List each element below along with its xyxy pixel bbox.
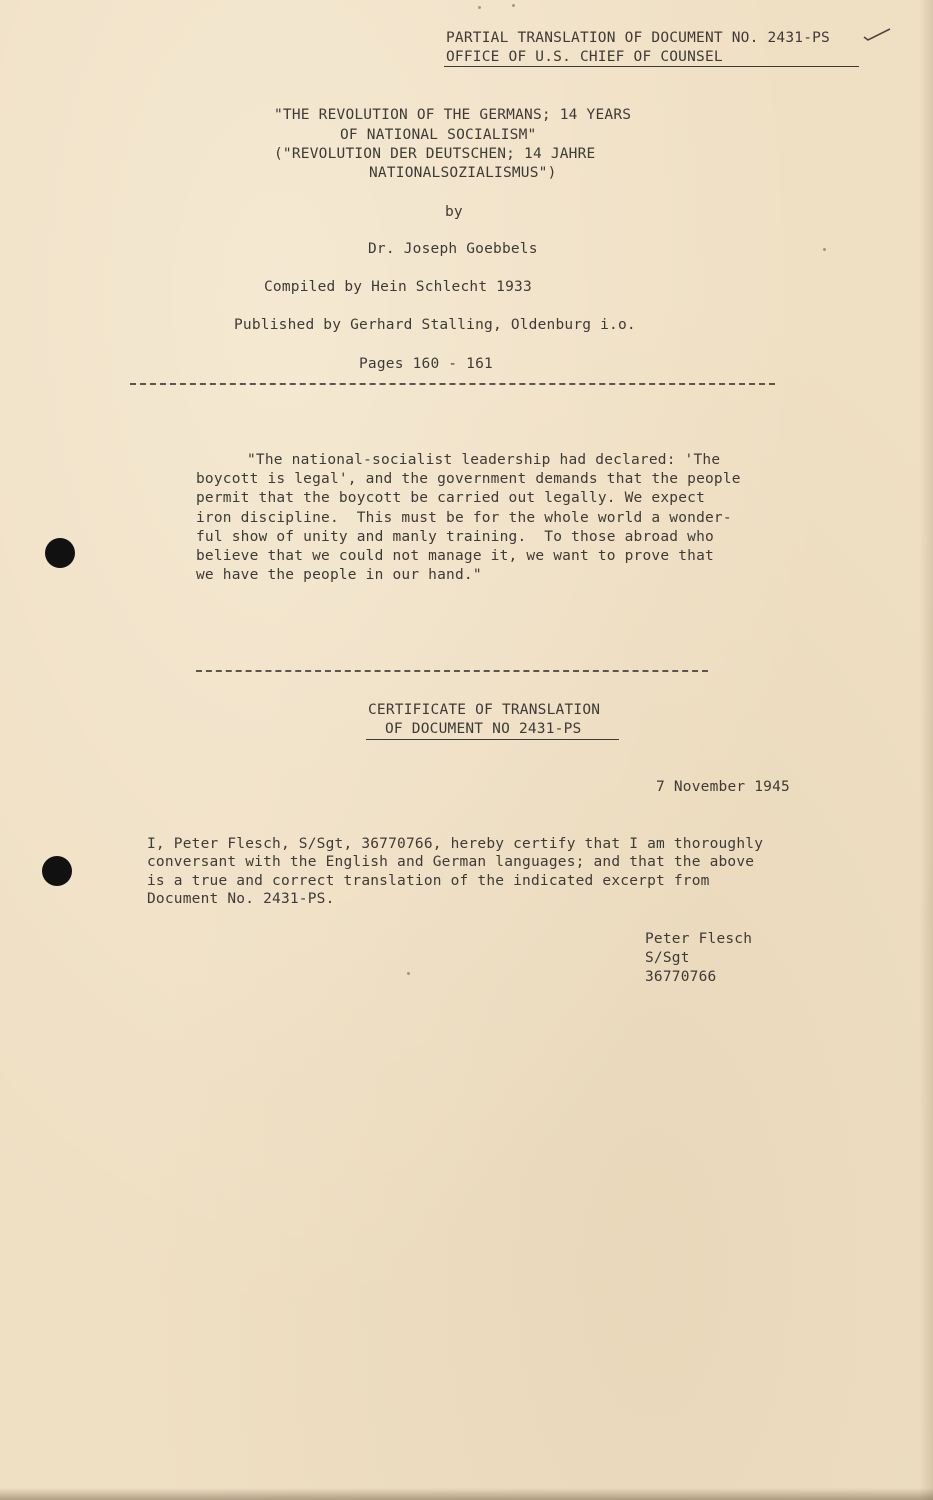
header-line-2: OFFICE OF U.S. CHIEF OF COUNSEL: [446, 49, 723, 65]
title-line-3: ("REVOLUTION DER DEUTSCHEN; 14 JAHRE: [274, 146, 596, 162]
certificate-date: 7 November 1945: [656, 779, 790, 795]
punch-hole-upper: [45, 538, 75, 568]
paper-speck: [823, 248, 826, 251]
byline-pages: Pages 160 - 161: [359, 356, 493, 372]
header-underline: [444, 66, 859, 67]
check-mark-icon: [862, 26, 892, 42]
certificate-line: I, Peter Flesch, S/Sgt, 36770766, hereby certify that I am thoroughly: [147, 836, 764, 852]
signature-rank: S/Sgt: [645, 950, 690, 966]
signature-serial: 36770766: [645, 969, 717, 985]
certificate-heading-2: OF DOCUMENT NO 2431-PS: [385, 721, 582, 737]
punch-hole-lower: [42, 856, 72, 886]
title-line-4: NATIONALSOZIALISMUS"): [369, 165, 557, 181]
certificate-heading-1: CERTIFICATE OF TRANSLATION: [368, 702, 601, 718]
certificate-underline: [366, 739, 619, 740]
signature-name: Peter Flesch: [645, 931, 753, 947]
title-line-2: OF NATIONAL SOCIALISM": [340, 127, 537, 143]
byline-author: Dr. Joseph Goebbels: [368, 241, 538, 257]
quote-line: we have the people in our hand.": [196, 567, 482, 583]
byline-by: by: [445, 204, 463, 220]
quote-line: iron discipline. This must be for the whole world a wonder-: [196, 510, 732, 526]
quote-line: permit that the boycott be carried out legally. We expect: [196, 490, 705, 506]
certificate-line: conversant with the English and German languages; and that the above: [147, 854, 755, 870]
certificate-line: Document No. 2431-PS.: [147, 891, 335, 907]
quote-line: ful show of unity and manly training. To those abroad who: [196, 529, 714, 545]
paper-speck: [478, 6, 481, 9]
quote-line: believe that we could not manage it, we want to prove that: [196, 548, 714, 564]
certificate-line: is a true and correct translation of the indicated excerpt from: [147, 873, 710, 889]
header-line-1: PARTIAL TRANSLATION OF DOCUMENT NO. 2431-PS: [446, 30, 830, 46]
byline-compiled: Compiled by Hein Schlecht 1933: [264, 279, 532, 295]
title-line-1: "THE REVOLUTION OF THE GERMANS; 14 YEARS: [274, 107, 632, 123]
paper-speck: [407, 972, 410, 975]
paper-edge-shadow: [919, 0, 933, 1500]
paper-bottom-edge: [0, 1488, 933, 1500]
byline-published: Published by Gerhard Stalling, Oldenburg i.o.: [234, 317, 636, 333]
separator-dashed-top: [130, 383, 775, 385]
separator-dashed-bottom: [196, 670, 708, 672]
quote-line: "The national-socialist leadership had declared: 'The: [247, 452, 721, 468]
quote-line: boycott is legal', and the government demands that the people: [196, 471, 741, 487]
paper-speck: [512, 4, 515, 7]
